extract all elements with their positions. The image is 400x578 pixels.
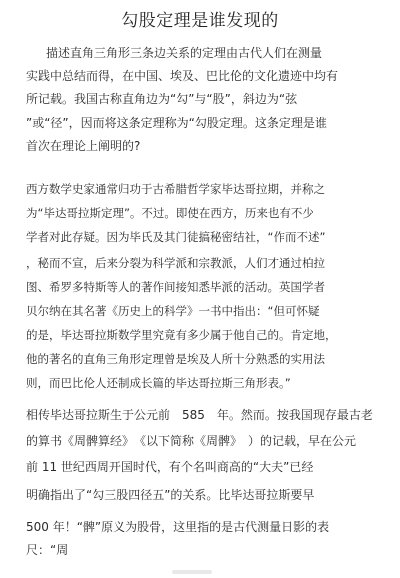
paragraph-line: 的算书《周髀算经》 《以下简称《周髀》 ）的记载，早在公元 [26,434,357,448]
paragraph-line: 他的著名的直角三角形定理曾是埃及人所十分熟悉的实用法 [26,352,325,366]
paragraph-line: 500 年！“髀”原义为股骨，这里指的是古代测量日影的表 [26,520,330,534]
page-title: 勾股定理是谁发现的 [121,11,279,31]
paragraph-line: 为“毕达哥拉斯定理”。不过。即使在西方，历来也有不少 [26,206,314,220]
paragraph-line: 图、希罗多特斯等人的著作间接知悉毕派的活动。英国学者 [26,280,325,294]
paragraph-line: 的是，毕达哥拉斯数学里究竟有多少属于他自己的。肯定地， [26,328,337,342]
paragraph-line: 前 11 世纪西周开国时代，有个名叫商高的“大夫”已经 [26,460,314,474]
page-footer-mark [172,570,212,574]
paragraph-line: 实践中总结而得，在中国、埃及、巴比伦的文化遗迹中均有 [26,69,339,83]
paragraph-line: 明确指出了“勾三股四径五”的关系。比毕达哥拉斯要早 [26,488,315,502]
paragraph-line: 贝尔纳在其名著《历史上的科学》一书中指出：“但可怀疑 [26,304,320,318]
paragraph-line: ，秘而不宣，后来分裂为科学派和宗教派，人们才通过柏拉 [26,256,325,270]
paragraph-line: 学者对此存疑。因为毕氏及其门徒搞秘密结社，“作而不述” [26,230,326,244]
paragraph-line: 西方数学史家通常归功于古希腊哲学家毕达哥拉期，并称之 [26,182,325,196]
paragraph-line: 所记载。我国古称直角边为“勾”与“股”，斜边为“弦 [26,92,298,106]
paragraph-line: 则，而巴比伦人还制成长篇的毕达哥拉斯三角形表。” [26,376,291,390]
paragraph-line: 尺：“周 [26,543,69,557]
paragraph-line: 描述直角三角形三条边关系的定理由古代人们在测量 [46,46,323,60]
paragraph-line: ”或“径”，因而将这条定理称为“勾股定理。这条定理是谁 [26,116,327,130]
paragraph-line: 相传毕达哥拉斯生于公元前 585 年。然而。按我国现存最古老 [26,408,373,422]
paragraph-line: 首次在理论上阐明的? [26,139,141,153]
